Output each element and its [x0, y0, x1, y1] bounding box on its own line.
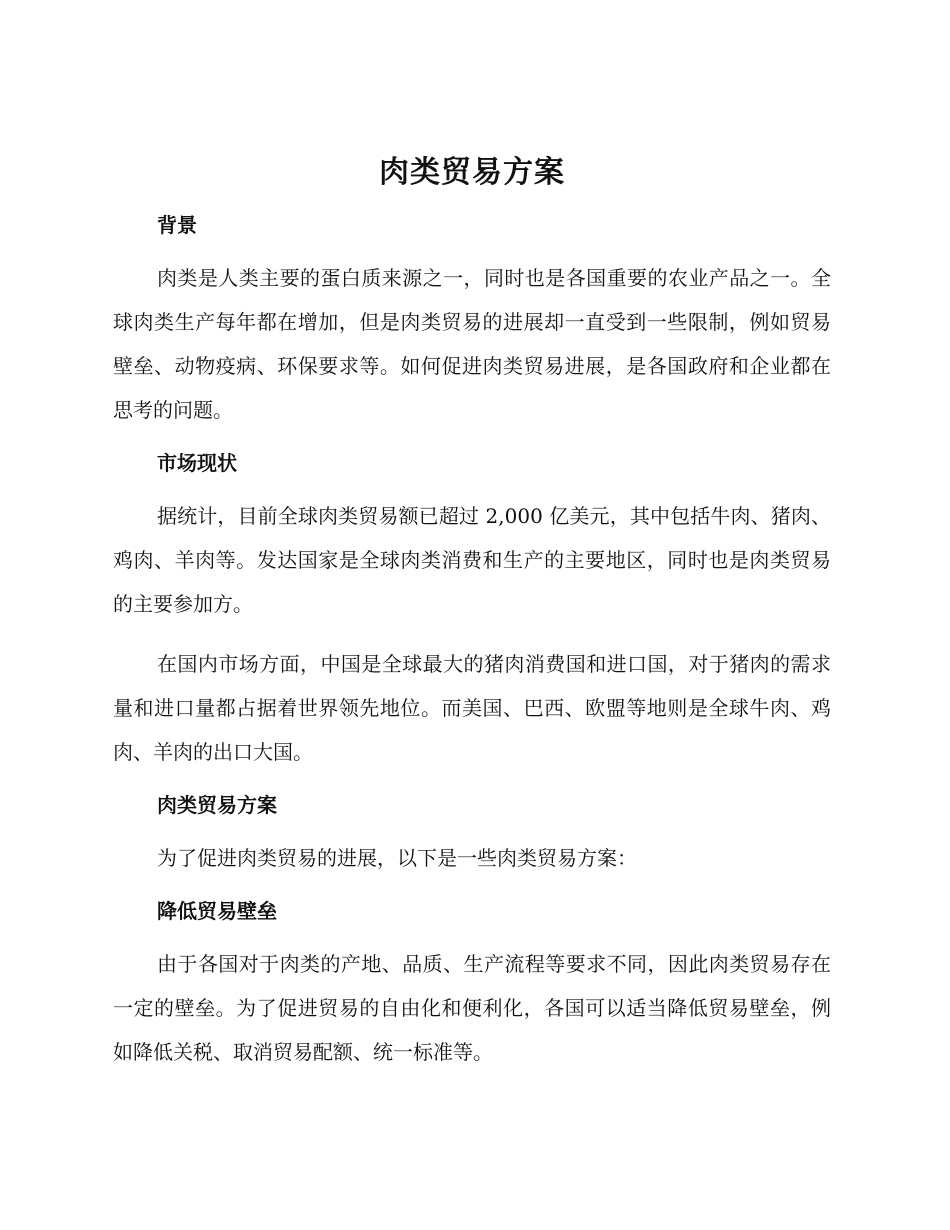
- paragraph: 在国内市场方面，中国是全球最大的猪肉消费国和进口国，对于猪肉的需求量和进口量都占据着世界领先地位。而美国、巴西、欧盟等地则是全球牛肉、鸡肉、羊肉的出口大国。: [113, 652, 831, 764]
- paragraph: 为了促进肉类贸易的进展，以下是一些肉类贸易方案：: [157, 846, 637, 870]
- section-heading: 肉类贸易方案: [157, 793, 277, 817]
- section-heading: 市场现状: [157, 451, 237, 475]
- paragraph: 由于各国对于肉类的产地、品质、生产流程等要求不同，因此肉类贸易存在一定的壁垒。为了促进贸易的自由化和便利化，各国可以适当降低贸易壁垒，例如降低关税、取消贸易配额、统一标准等。: [113, 952, 831, 1064]
- paragraph: 肉类是人类主要的蛋白质来源之一，同时也是各国重要的农业产品之一。全球肉类生产每年都在增加，但是肉类贸易的进展却一直受到一些限制，例如贸易壁垒、动物疫病、环保要求等。如何促进肉类贸易进展，是各国政府和企业都在思考的问题。: [113, 266, 831, 422]
- document-page: [113, 150, 831, 1090]
- section-trade-plan: [113, 790, 831, 880]
- paragraph: 据统计，目前全球肉类贸易额已超过 2,000 亿美元，其中包括牛肉、猪肉、鸡肉、羊肉等。发达国家是全球肉类消费和生产的主要地区，同时也是肉类贸易的主要参加方。: [113, 504, 831, 616]
- section-heading: 背景: [157, 213, 197, 237]
- section-market-status: [113, 448, 831, 774]
- section-lower-barriers: [113, 896, 831, 1074]
- document-title: 肉类贸易方案: [379, 155, 565, 190]
- section-background: [113, 210, 831, 432]
- section-heading: 降低贸易壁垒: [157, 899, 277, 923]
